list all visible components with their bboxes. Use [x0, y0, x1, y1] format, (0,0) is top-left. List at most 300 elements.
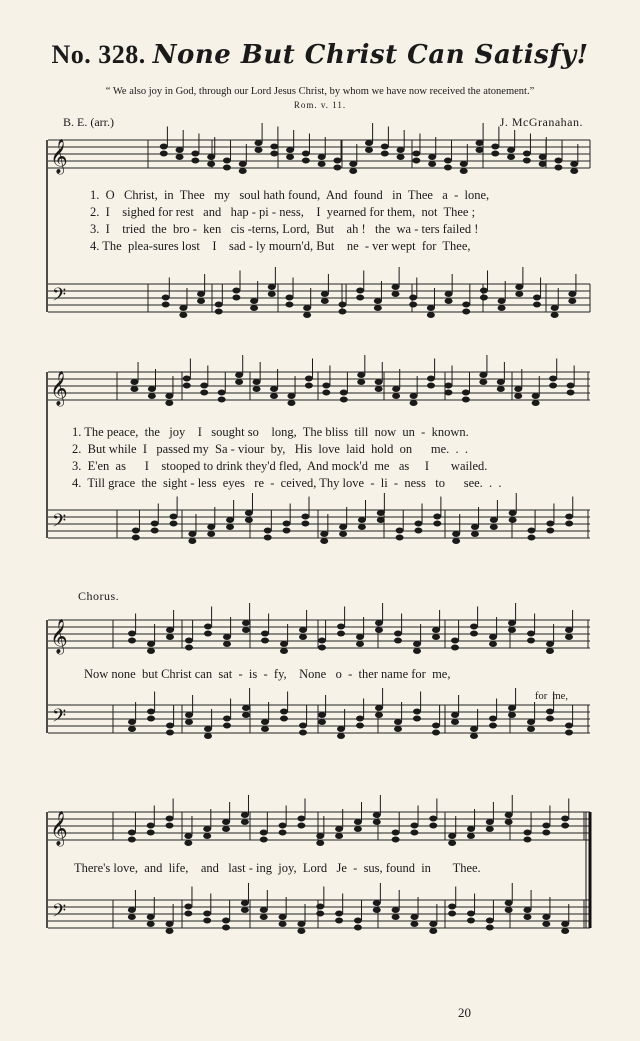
system-1-treble-note — [255, 147, 263, 153]
system-4-bass-note — [523, 914, 531, 920]
system-3-bass-note — [356, 716, 364, 722]
system-3-bass-note — [508, 712, 516, 718]
system-4-treble-clef: 𝄞 — [50, 811, 68, 846]
system-3-bass-note — [413, 709, 421, 715]
system-3-treble-note — [128, 638, 136, 644]
system-2-bass-clef: 𝄢 — [52, 511, 67, 536]
system-2-bass-note — [320, 531, 328, 537]
system-1-treble-note — [318, 154, 326, 160]
system-1-treble-note — [239, 161, 247, 167]
system-3-bass-note — [280, 709, 288, 715]
system-2-treble-note — [497, 386, 505, 392]
system-3-treble-note — [337, 631, 345, 637]
system-4-treble-note — [410, 823, 418, 829]
system-2-treble-note — [549, 383, 557, 389]
system-3-bass-note — [356, 723, 364, 729]
hymn-title — [0, 40, 640, 70]
system-2-bass-note — [396, 535, 404, 541]
system-3-treble-note — [318, 645, 326, 651]
system-2-bass-note — [264, 535, 272, 541]
system-4-bass-note — [429, 928, 437, 934]
system-4-treble-note — [486, 819, 494, 825]
system-1-bass-note — [197, 291, 205, 297]
system-4-treble-note — [523, 837, 531, 843]
system-1-treble-note — [223, 165, 231, 171]
system-3-treble-note — [223, 634, 231, 640]
system-2-treble-note — [270, 393, 278, 399]
system-1-bass-note — [498, 298, 506, 304]
system-1-treble-note — [191, 158, 199, 164]
chorus-echo-lyric: for me, — [535, 691, 568, 702]
system-4-treble-note — [429, 816, 437, 822]
system-3-bass-note — [166, 730, 174, 736]
system-1-treble-note — [176, 154, 184, 160]
system-4-treble-note — [429, 823, 437, 829]
system-3-treble-note — [375, 620, 383, 626]
system-2-bass-note — [207, 531, 215, 537]
system-4-bass-note — [373, 900, 381, 906]
system-4-bass-note — [561, 928, 569, 934]
system-4-bass-note — [373, 907, 381, 913]
system-3-treble-note — [242, 627, 250, 633]
system-4-bass-note — [467, 918, 475, 924]
system-2-treble-note — [375, 379, 383, 385]
system-3-bass-note — [299, 730, 307, 736]
system-3-treble-note — [546, 648, 554, 654]
system-3-treble-note — [261, 638, 269, 644]
system-2-treble-note — [340, 390, 348, 396]
system-4-treble-note — [297, 823, 305, 829]
system-1-bass-note — [321, 298, 329, 304]
system-3-bass-note — [470, 726, 478, 732]
system-2-treble-note — [183, 383, 191, 389]
system-3-bass-note — [204, 733, 212, 739]
system-3-treble-note — [432, 627, 440, 633]
system-3-treble-note — [527, 631, 535, 637]
system-3-bass-note — [375, 705, 383, 711]
system-4-bass-note — [335, 918, 343, 924]
system-2-treble-note — [235, 372, 243, 378]
system-2-treble-clef: 𝄞 — [50, 371, 68, 406]
system-1-treble-note — [476, 147, 484, 153]
system-4-treble-note — [128, 837, 136, 843]
system-1-treble-note — [570, 161, 578, 167]
system-2-treble-note — [270, 386, 278, 392]
verse-line-1: 1. O Christ, in Thee my soul hath found, And found in Thee a - lone, — [90, 188, 490, 202]
system-1-bass-note — [533, 295, 541, 301]
system-1-bass-note — [356, 288, 364, 294]
system-3-treble-note — [413, 648, 421, 654]
system-2-bass-note — [471, 531, 479, 537]
system-4-treble-note — [335, 833, 343, 839]
system-2-bass-note — [509, 517, 517, 523]
system-4-treble-note — [542, 823, 550, 829]
system-2-bass-note — [358, 517, 366, 523]
system-3-bass-note — [223, 716, 231, 722]
system-4-treble-note — [448, 840, 456, 846]
system-3-treble-note — [508, 627, 516, 633]
verse-line-2: 2. I sighed for rest and hap - pi - ness, I yearned for them, not Thee ; — [90, 205, 476, 219]
system-2-treble-note — [322, 383, 330, 389]
system-1-treble-note — [539, 154, 547, 160]
system-4-bass-note — [505, 907, 513, 913]
system-2-treble-note — [497, 379, 505, 385]
system-4-treble-note — [354, 826, 362, 832]
system-2-treble-note — [392, 386, 400, 392]
system-2-bass-note — [226, 524, 234, 530]
page-number: 20 — [458, 1005, 471, 1020]
system-3-bass-note — [432, 730, 440, 736]
system-3-treble-note — [280, 648, 288, 654]
system-1-treble-note — [365, 140, 373, 146]
system-1-bass-note — [162, 302, 170, 308]
system-2-treble-note — [410, 400, 418, 406]
system-3-treble-note — [565, 634, 573, 640]
system-4-bass-note — [354, 925, 362, 931]
system-2-treble-note — [218, 397, 226, 403]
system-1-treble-note — [286, 154, 294, 160]
system-2-treble-note — [183, 376, 191, 382]
system-2-treble-note — [165, 393, 173, 399]
system-1-treble-note — [570, 168, 578, 174]
system-2-bass-note — [396, 528, 404, 534]
system-4-treble-note — [448, 833, 456, 839]
system-4-treble-note — [297, 816, 305, 822]
system-2-treble-note — [532, 400, 540, 406]
system-3-bass-note — [394, 726, 402, 732]
system-1-bass-note — [232, 295, 240, 301]
system-1-treble-note — [191, 151, 199, 157]
system-1-bass-note — [409, 295, 417, 301]
system-2-treble-note — [340, 397, 348, 403]
system-3-bass-note — [242, 705, 250, 711]
system-3-treble-note — [204, 624, 212, 630]
system-1-treble-note — [491, 151, 499, 157]
system-1-bass-note — [445, 291, 453, 297]
system-2-treble-note — [444, 383, 452, 389]
system-4-treble-note — [316, 840, 324, 846]
system-2-treble-note — [410, 393, 418, 399]
system-3-bass-note — [337, 726, 345, 732]
system-1-bass-note — [392, 291, 400, 297]
system-4-treble-note — [222, 826, 230, 832]
epigraph: “ We also joy in God, through our Lord Jesus Christ, by whom we have now received the atonement.” — [105, 86, 535, 97]
system-4-bass-note — [279, 921, 287, 927]
system-2-bass-note — [207, 524, 215, 530]
system-1-bass-clef: 𝄢 — [52, 285, 67, 310]
scripture-reference: Rom. v. 11. — [293, 100, 347, 110]
system-2-treble-note — [253, 379, 261, 385]
system-2-bass-note — [245, 517, 253, 523]
system-4-treble-note — [561, 823, 569, 829]
system-2-treble-note — [479, 372, 487, 378]
system-1-bass-note — [533, 302, 541, 308]
system-4-treble-note — [184, 833, 192, 839]
system-2-bass-note — [283, 521, 291, 527]
system-4-bass-note — [184, 904, 192, 910]
system-2-bass-note — [339, 531, 347, 537]
system-3-treble-note — [489, 634, 497, 640]
system-3-bass-note — [318, 719, 326, 725]
system-2-bass-note — [358, 524, 366, 530]
system-1-treble-note — [365, 147, 373, 153]
system-1-treble-note — [507, 154, 515, 160]
system-3-bass-note — [185, 719, 193, 725]
system-4-treble-note — [184, 840, 192, 846]
system-3-treble-note — [261, 631, 269, 637]
system-1-treble-note — [412, 151, 420, 157]
system-2-bass-note — [546, 528, 554, 534]
system-2-bass-note — [527, 528, 535, 534]
system-4-bass-note — [260, 914, 268, 920]
system-1-bass-note — [445, 298, 453, 304]
system-4-bass-note — [486, 925, 494, 931]
system-1-bass-note — [303, 305, 311, 311]
system-3-treble-note — [166, 627, 174, 633]
system-3-treble-note — [356, 641, 364, 647]
system-2-treble-note — [427, 383, 435, 389]
system-1-treble-note — [349, 161, 357, 167]
system-1-bass-note — [285, 302, 293, 308]
system-2-treble-note — [479, 379, 487, 385]
system-2-bass-note — [490, 517, 498, 523]
system-2-treble-note — [549, 376, 557, 382]
system-3-treble-note — [546, 641, 554, 647]
system-4-treble-note — [505, 812, 513, 818]
system-2-treble-note — [130, 386, 138, 392]
system-3-bass-note — [489, 723, 497, 729]
system-1-treble-note — [412, 158, 420, 164]
system-2-bass-note — [452, 538, 460, 544]
verse-line-8: 4. Till grace the sight - less eyes re - ceived, Thy love - li - ness to see. . . — [72, 476, 502, 490]
system-4-bass-note — [241, 907, 249, 913]
system-3-treble-note — [470, 631, 478, 637]
system-4-bass-note — [335, 911, 343, 917]
chorus-lyric-line-2: There's love, and life, and last - ing joy, Lord Je - sus, found in Thee. — [74, 861, 481, 875]
system-2-bass-note — [170, 514, 178, 520]
system-3-treble-note — [223, 641, 231, 647]
system-1-bass-note — [462, 309, 470, 315]
system-1-bass-note — [480, 288, 488, 294]
system-2-treble-note — [444, 390, 452, 396]
system-3-treble-note — [318, 638, 326, 644]
system-1-bass-note — [568, 298, 576, 304]
arranger-credit: B. E. (arr.) — [63, 115, 114, 129]
system-2-treble-note — [253, 386, 261, 392]
verse-line-3: 3. I tried the bro - ken cis -terns, Lord, But ah ! the wa - ters failed ! — [90, 222, 479, 236]
system-4-bass-note — [523, 907, 531, 913]
system-4-bass-note — [260, 907, 268, 913]
system-4-treble-note — [279, 823, 287, 829]
system-1-bass-note — [179, 312, 187, 318]
system-2-bass-note — [377, 510, 385, 516]
system-2-bass-note — [490, 524, 498, 530]
system-1-bass-note — [356, 295, 364, 301]
system-3-treble-note — [489, 641, 497, 647]
system-1-treble-note — [554, 158, 562, 164]
system-1-treble-note — [349, 168, 357, 174]
system-3-bass-note — [223, 723, 231, 729]
system-4-bass-note — [354, 918, 362, 924]
system-1-bass-note — [179, 305, 187, 311]
system-4-bass-note — [561, 921, 569, 927]
system-4-bass-clef: 𝄢 — [52, 901, 67, 926]
system-1-treble-note — [428, 154, 436, 160]
system-2-bass-note — [471, 524, 479, 530]
system-4-bass-note — [166, 928, 174, 934]
system-4-treble-note — [392, 830, 400, 836]
system-1-bass-note — [285, 295, 293, 301]
system-2-treble-note — [305, 383, 313, 389]
system-2-bass-note — [433, 514, 441, 520]
hymn-number: No. 328. — [51, 40, 146, 69]
system-1-bass-note — [215, 309, 223, 315]
system-3-treble-note — [432, 634, 440, 640]
system-3-bass-note — [128, 719, 136, 725]
system-1-bass-note — [268, 291, 276, 297]
system-1-bass-note — [374, 298, 382, 304]
system-3-bass-note — [508, 705, 516, 711]
system-1-bass-note — [498, 305, 506, 311]
system-4-treble-note — [467, 826, 475, 832]
system-2-treble-note — [532, 393, 540, 399]
system-1-treble-note — [381, 151, 389, 157]
system-2-treble-note — [375, 386, 383, 392]
system-1-treble-note — [491, 144, 499, 150]
system-3-bass-note — [299, 723, 307, 729]
system-3-bass-note — [128, 726, 136, 732]
system-3-bass-note — [375, 712, 383, 718]
system-1-treble-note — [176, 147, 184, 153]
system-3-bass-note — [451, 719, 459, 725]
system-4-bass-note — [297, 928, 305, 934]
system-3-treble-note — [204, 631, 212, 637]
system-3-bass-note — [565, 723, 573, 729]
system-1-bass-note — [568, 291, 576, 297]
system-4-treble-note — [203, 826, 211, 832]
system-3-bass-note — [565, 730, 573, 736]
system-3-bass-note — [546, 709, 554, 715]
system-2-treble-note — [392, 393, 400, 399]
system-4-treble-note — [166, 816, 174, 822]
system-1-bass-note — [427, 312, 435, 318]
system-2-bass-note — [226, 517, 234, 523]
system-1-treble-note — [333, 158, 341, 164]
system-1-bass-note — [338, 309, 346, 315]
system-1-treble-note — [286, 147, 294, 153]
system-1-treble-note — [523, 158, 531, 164]
system-2-bass-note — [245, 510, 253, 516]
system-3-treble-note — [470, 624, 478, 630]
system-1-treble-note — [444, 165, 452, 171]
system-4-treble-note — [542, 830, 550, 836]
system-1-treble-note — [270, 144, 278, 150]
system-4-bass-note — [542, 914, 550, 920]
system-4-bass-note — [316, 911, 324, 917]
system-4-treble-note — [523, 830, 531, 836]
system-1-treble-note — [318, 161, 326, 167]
system-4-treble-note — [222, 819, 230, 825]
system-1-bass-note — [215, 302, 223, 308]
system-2-bass-note — [433, 521, 441, 527]
verse-line-7: 3. E'en as I stooped to drink they'd fled, And mock'd me as I wailed. — [72, 459, 488, 473]
system-2-treble-note — [462, 397, 470, 403]
system-1-treble-note — [460, 161, 468, 167]
system-1-treble-note — [397, 154, 405, 160]
system-2-treble-note — [200, 383, 208, 389]
system-3-treble-note — [508, 620, 516, 626]
system-3-treble-note — [280, 641, 288, 647]
system-2-treble-note — [357, 379, 365, 385]
system-2-bass-note — [188, 538, 196, 544]
system-4-treble-note — [373, 812, 381, 818]
system-3-treble-note — [128, 631, 136, 637]
system-4-bass-note — [184, 911, 192, 917]
system-4-bass-note — [505, 900, 513, 906]
system-4-bass-note — [410, 921, 418, 927]
system-1-treble-note — [476, 140, 484, 146]
system-2-treble-note — [148, 393, 156, 399]
system-4-treble-note — [561, 816, 569, 822]
system-1-bass-note — [462, 302, 470, 308]
system-2-bass-note — [565, 514, 573, 520]
system-2-treble-note — [218, 390, 226, 396]
system-4-bass-note — [128, 907, 136, 913]
system-3-treble-note — [147, 641, 155, 647]
system-1-bass-note — [551, 312, 559, 318]
system-2-bass-note — [565, 521, 573, 527]
system-2-treble-note — [235, 379, 243, 385]
system-4-treble-note — [279, 830, 287, 836]
composer-credit: J. McGranahan. — [499, 115, 583, 129]
system-1-bass-note — [250, 305, 258, 311]
verse-line-5: 1. The peace, the joy I sought so long, The bliss till now un - known. — [72, 425, 469, 439]
system-1-treble-note — [239, 168, 247, 174]
system-1-treble-note — [302, 158, 310, 164]
system-1-bass-note — [197, 298, 205, 304]
system-4-bass-note — [203, 918, 211, 924]
system-4-bass-note — [241, 900, 249, 906]
system-3-treble-note — [451, 638, 459, 644]
system-2-treble-note — [148, 386, 156, 392]
system-2-bass-note — [283, 528, 291, 534]
system-3-bass-note — [432, 723, 440, 729]
system-4-treble-note — [166, 823, 174, 829]
system-1-treble-note — [333, 165, 341, 171]
system-2-bass-note — [301, 514, 309, 520]
system-4-bass-note — [203, 911, 211, 917]
system-3-bass-note — [166, 723, 174, 729]
system-1-treble-note — [460, 168, 468, 174]
system-3-treble-note — [394, 631, 402, 637]
system-3-bass-note — [470, 733, 478, 739]
system-1-treble-note — [428, 161, 436, 167]
system-1-treble-note — [507, 147, 515, 153]
system-3-treble-note — [565, 627, 573, 633]
system-2-bass-note — [339, 524, 347, 530]
system-1-treble-note — [160, 144, 168, 150]
system-4-bass-note — [279, 914, 287, 920]
system-1-bass-note — [374, 305, 382, 311]
system-3-treble-note — [527, 638, 535, 644]
system-1-treble-note — [539, 161, 547, 167]
chorus-label: Chorus. — [78, 589, 120, 603]
system-4-bass-note — [448, 911, 456, 917]
system-4-treble-note — [147, 830, 155, 836]
system-2-bass-note — [188, 531, 196, 537]
system-1-treble-note — [255, 140, 263, 146]
system-3-bass-note — [261, 719, 269, 725]
